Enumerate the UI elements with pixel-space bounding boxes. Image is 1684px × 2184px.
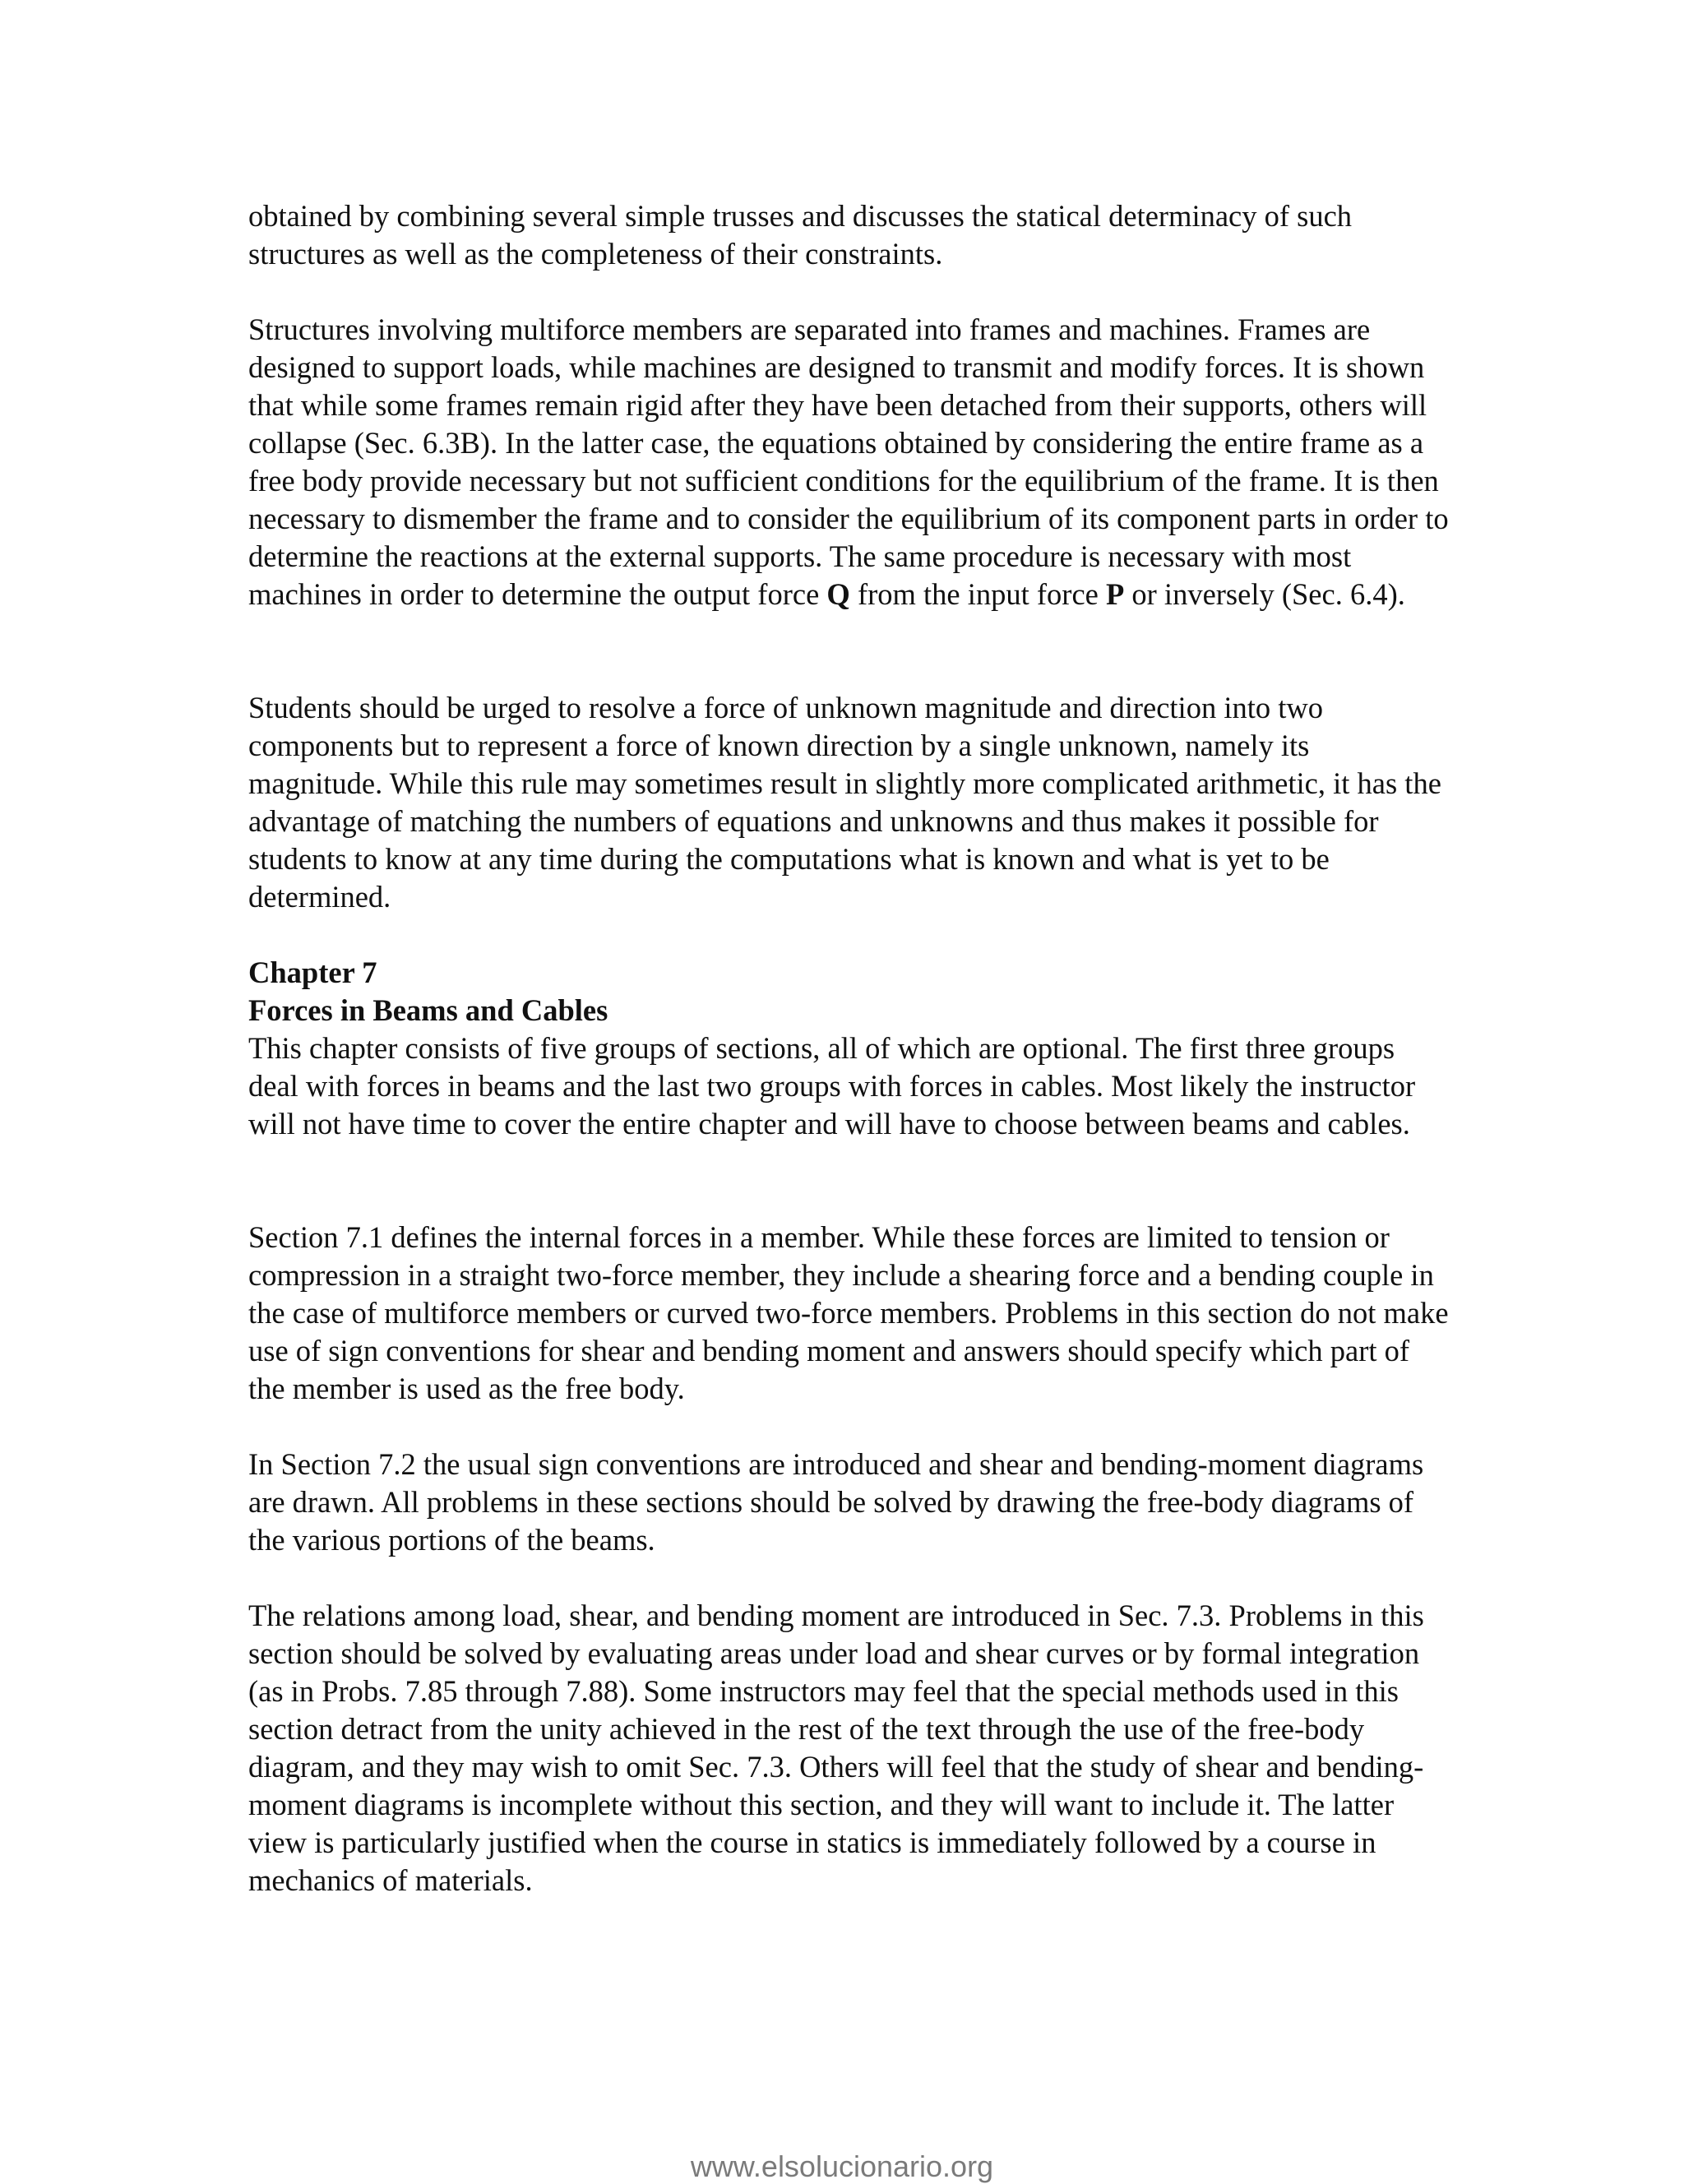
paragraph-text-part: from the input force [849,577,1106,611]
paragraph-text: obtained by combining several simple trusses and discusses the statical determinacy of such structures as well as the completeness of their constraints. [248,199,1353,271]
paragraph-frames-machines [248,311,1449,613]
paragraph-text-part: Structures involving multiforce members are separated into frames and machines. Frames are designed to support loads, while machines are designed to transmit and modify forces. It is shown that while some frames remain rigid after they have been detached from their supports, others will collapse (Sec. 6.3B). In the latter case, the equations obtained by considering the entire frame as a free body provide necessary but not sufficient conditions for the equilibrium of the frame. It is then necessary to dismember the frame and to consider the equilibrium of its component parts in order to determine the reactions at the external supports. The same procedure is necessary with most machines in order to determine the output force [248,312,1449,611]
paragraph-section-7-2 [248,1446,1449,1559]
paragraph-text: In Section 7.2 the usual sign conventions are introduced and shear and bending-moment diagrams are drawn. All problems in these sections should be solved by drawing the free-body diagrams of the various portions of the beams. [248,1447,1424,1557]
chapter-label: Chapter 7 [248,956,377,989]
force-symbol-q: Q [826,577,850,611]
paragraph-section-7-3 [248,1597,1449,1899]
paragraph-text [248,311,1449,613]
force-symbol-p: P [1105,577,1125,611]
paragraph-text-part: or inversely (Sec. 6.4). [1124,577,1405,611]
chapter-7-section [248,954,1449,1143]
paragraph-text: Students should be urged to resolve a force of unknown magnitude and direction into two components but to represent a force of known direction by a single unknown, namely its magnitude. While this rule may sometimes result in slightly more complicated arithmetic, it has the advantage of matching the numbers of equations and unknowns and thus makes it possible for students to know at any time during the computations what is known and what is yet to be determined. [248,691,1441,914]
paragraph-section-7-1 [248,1219,1449,1408]
paragraph-text: Section 7.1 defines the internal forces in a member. While these forces are limited to tension or compression in a straight two-force member, they include a shearing force and a bending couple in the case of multiforce members or curved two-force members. Problems in this section do not make use of sign conventions for shear and bending moment and answers should specify which part of the member is used as the free body. [248,1220,1449,1405]
footer-watermark: www.elsolucionario.org [690,2149,994,2183]
chapter-intro: This chapter consists of five groups of sections, all of which are optional. The first three groups deal with forces in beams and the last two groups with forces in cables. Most likely the instructor will not have time to cover the entire chapter and will have to choose between beams and cables. [248,1031,1416,1141]
paragraph-text: The relations among load, shear, and bending moment are introduced in Sec. 7.3. Problems in this section should be solved by evaluating areas under load and shear curves or by formal integration (as in Probs. 7.85 through 7.88). Some instructors may feel that the special methods used in this section detract from the unity achieved in the rest of the text through the use of the free-body diagram, and they may wish to omit Sec. 7.3. Others will feel that the study of shear and bending-moment diagrams is incomplete without this section, and they will want to include it. The latter view is particularly justified when the course in statics is immediately followed by a course in mechanics of materials. [248,1599,1424,1897]
chapter-title: Forces in Beams and Cables [248,993,608,1027]
paragraph-trusses [248,197,1449,273]
paragraph-resolve-forces [248,689,1449,916]
